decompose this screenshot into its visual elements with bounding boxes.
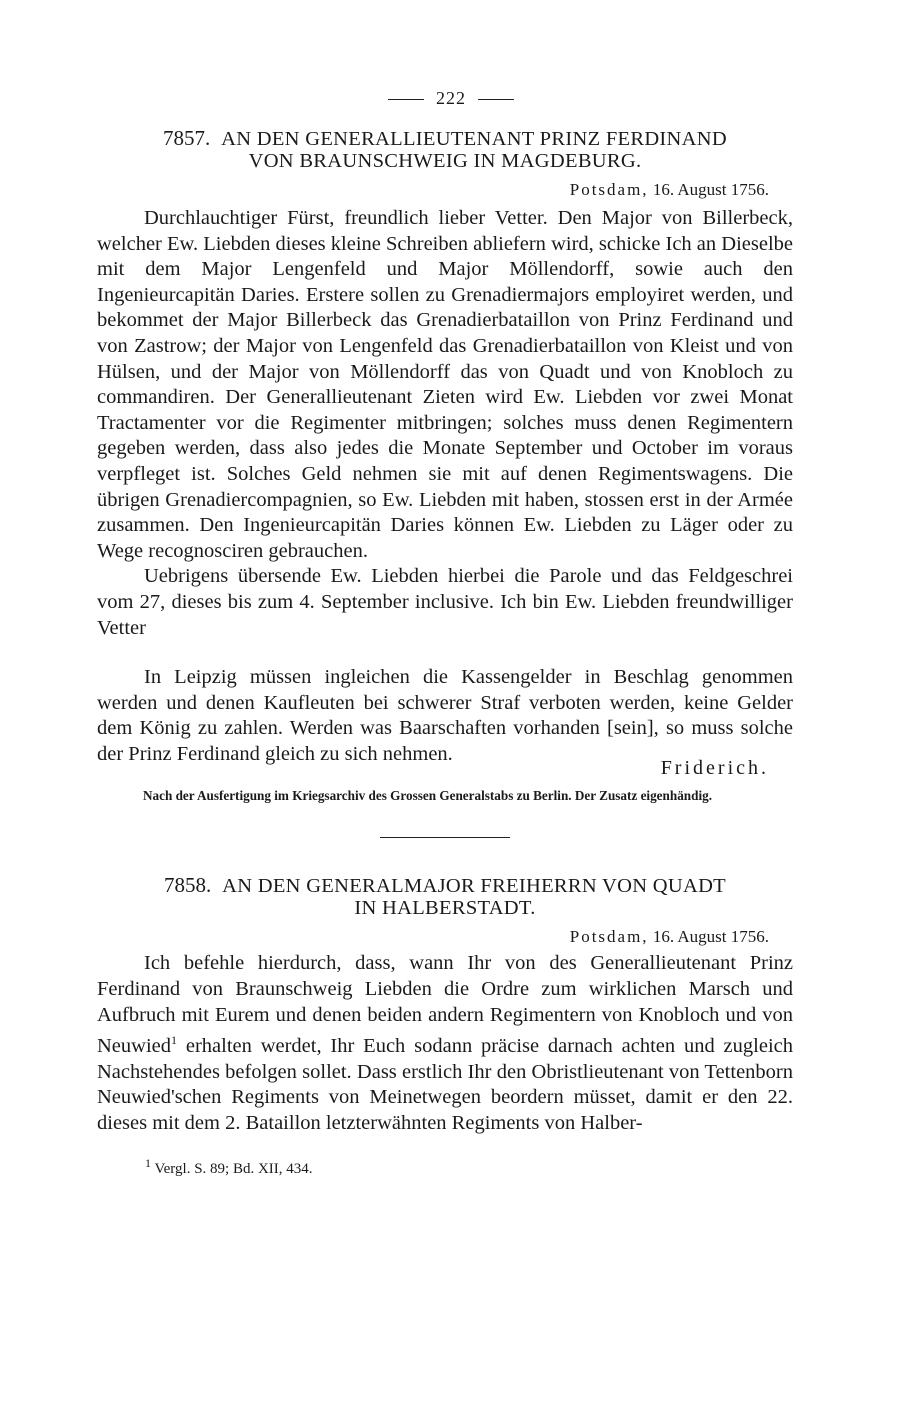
heading-line-2: VON BRAUNSCHWEIG IN MAGDEBURG.: [248, 150, 642, 172]
dateline-7857: [97, 180, 769, 200]
heading-line-2: IN HALBERSTADT.: [354, 897, 536, 920]
letter-paragraph: Uebrigens übersende Ew. Liebden hierbei die Parole und das Feldgeschrei vom 27, dieses bis zum 4. September inclusive. Ich bin Ew. Liebden freundwilliger Vetter: [97, 565, 793, 639]
dateline-place: Potsdam,: [569, 180, 649, 199]
footnote-mark: 1: [145, 1156, 151, 1171]
heading-line-1: AN DEN GENERALMAJOR FREIHERRN VON QUADT: [222, 875, 726, 898]
letter-paragraph: [97, 951, 793, 1136]
paragraph-text: erhalten werdet, Ihr Euch sodann präcise darnach achten und zugleich Nachstehendes befolgen sollet. Dass erstlich Ihr den Obristlieutenant von Tettenborn Neuwied'schen Regiments von Meinetwegen beordern müsset, damit er den 22. dieses mit dem 2. Bataillon letzterwähnten Regiments von Halber-: [97, 1035, 793, 1134]
dateline-place: Potsdam,: [569, 927, 649, 947]
page-number: [109, 88, 793, 109]
footnote-reference: 1: [171, 1033, 178, 1048]
dateline-date: 16. August 1756.: [652, 927, 769, 947]
footnote: [145, 1156, 793, 1178]
letter-heading-7857: [97, 127, 793, 172]
section-divider: [380, 837, 510, 838]
dateline-date: 16. August 1756.: [652, 180, 769, 199]
source-note: Nach der Ausfertigung im Kriegsarchiv des Grossen Generalstabs zu Berlin. Der Zusatz eigenhändig.: [143, 788, 713, 804]
signature: Friderich.: [660, 757, 769, 780]
heading-line-1: AN DEN GENERALLIEUTENANT PRINZ FERDINAND: [221, 128, 727, 150]
paragraph-text: Ich befehle hierdurch, dass, wann Ihr von des Generallieutenant Prinz Ferdinand von Braunschweig Liebden die Ordre zum wirklichen Marsch und Aufbruch mit Eurem und denen beiden andern Regimentern von Knobloch und von Neuwied: [97, 952, 793, 1058]
footnote-text: Vergl. S. 89; Bd. XII, 434.: [154, 1161, 313, 1178]
rule-right: [478, 99, 514, 100]
page: [97, 88, 793, 1178]
letter-number: 7858.: [164, 873, 212, 898]
page-number-text: 222: [436, 88, 466, 108]
postscript-paragraph: In Leipzig müssen ingleichen die Kassengelder in Beschlag genommen werden und denen Kaufleuten bei schwerer Straf verboten werden, keine Gelder dem König zu zahlen. Werden was Baarschaften vorhanden [sein], so muss solche der Prinz Ferdinand gleich zu sich nehmen.: [97, 666, 793, 765]
letter-heading-7858: [97, 874, 793, 919]
dateline-7858: [97, 927, 769, 947]
letter-number: 7857.: [163, 126, 211, 150]
rule-left: [388, 99, 424, 100]
letter-paragraph: Durchlauchtiger Fürst, freundlich lieber Vetter. Den Major von Billerbeck, welcher Ew. Liebden dieses kleine Schreiben abliefern wird, schicke Ich an Dieselbe mit dem Major Lengenfeld und Major Möllendorff, sowie auch den Ingenieurcapitän Daries. Erstere sollen zu Grenadiermajors employiret werden, und bekommet der Major Billerbeck das Grenadierbataillon von Prinz Ferdinand und von Zastrow; der Major von Lengenfeld das Grenadierbataillon von Kleist und von Hülsen, und der Major von Möllendorff das von Quadt und von Knobloch zu commandiren. Der Generallieutenant Zieten wird Ew. Liebden vor zwei Monat Tractamenter vor die Regimenter mitbringen; solches muss denen Regimentern gegeben werden, dass also jedes die Monate September und October im voraus verpfleget ist. Solches Geld nehmen sie mit auf denen Regimentswagens. Die übrigen Grenadiercompagnien, so Ew. Liebden mit haben, stossen erst in der Armée zusammen. Den Ingenieurcapitän Daries können Ew. Liebden zu Läger oder zu Wege recognosciren gebrauchen.: [97, 207, 793, 562]
